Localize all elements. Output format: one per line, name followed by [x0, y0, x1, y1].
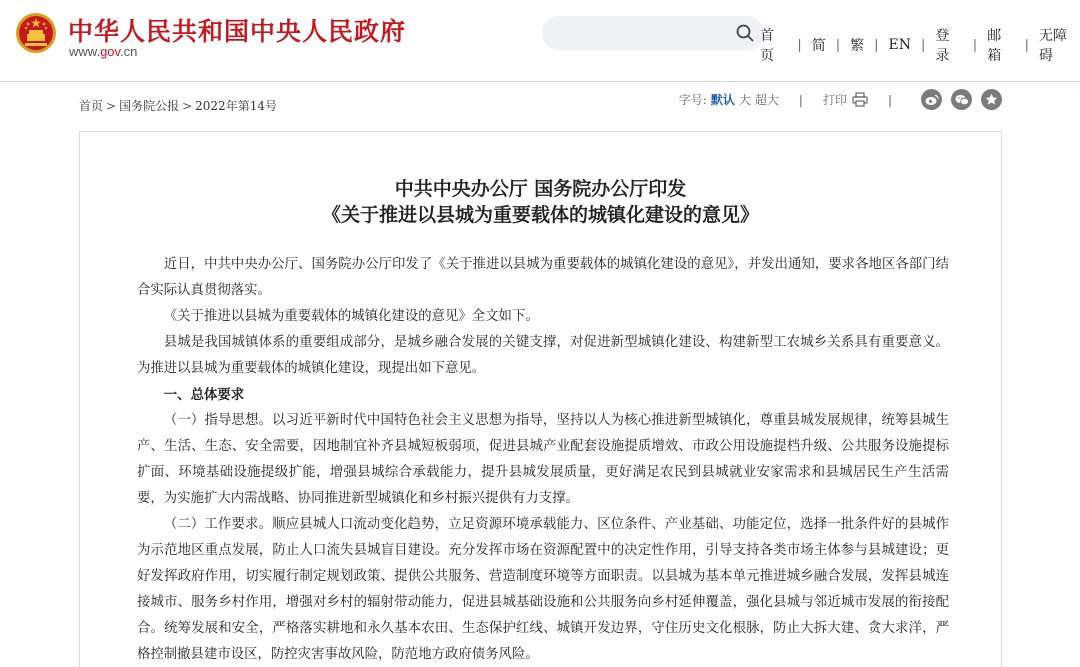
- site-url-prefix: www.: [69, 44, 101, 59]
- font-size-default[interactable]: 默认: [710, 93, 735, 107]
- site-title[interactable]: 中华人民共和国中央人民政府: [68, 17, 407, 46]
- print-label: 打印: [822, 93, 847, 107]
- nav-home[interactable]: 首页: [760, 28, 774, 64]
- article-title-line2: 《关于推进以县城为重要载体的城镇化建设的意见》: [321, 204, 759, 226]
- nav-separator: |: [921, 37, 926, 53]
- breadcrumb: [79, 97, 277, 114]
- article-paragraph: 近日，中共中央办公厅、国务院办公厅印发了《关于推进以县城为重要载体的城镇化建设的意见》，并发出通知，要求各地区各部门结合实际认真贯彻落实。: [137, 257, 949, 298]
- nav-separator: |: [972, 37, 978, 53]
- site-header: [0, 0, 1080, 82]
- nav-separator: |: [797, 37, 802, 53]
- article-tools: [679, 89, 1002, 110]
- search-input[interactable]: [542, 16, 764, 50]
- article-paragraph: 县城是我国城镇体系的重要组成部分，是城乡融合发展的关键支撑，对促进新型城镇化建设、构建新型工农城乡关系具有重要意义。为推进以县城为重要载体的城镇化建设，现提出如下意见。: [137, 335, 949, 376]
- breadcrumb-separator: >: [106, 99, 117, 113]
- section-heading: 一、总体要求: [163, 387, 245, 403]
- nav-separator: |: [1024, 37, 1029, 53]
- nav-separator: |: [874, 37, 879, 53]
- nav-traditional[interactable]: 繁: [850, 38, 865, 54]
- site-url-gov: gov: [100, 44, 121, 59]
- article-body: [137, 252, 949, 667]
- breadcrumb-home[interactable]: 首页: [79, 99, 104, 113]
- font-size-label: 字号:: [678, 93, 707, 107]
- article-title: [80, 176, 1001, 228]
- article-paragraph: （二）工作要求。顺应县城人口流动变化趋势，立足资源环境承载能力、区位条件、产业基础、功能定位，选择一批条件好的县城作为示范地区重点发展，防止人口流失县城盲目建设。充分发挥市场在资源配置中的决定性作用，引导支持各类市场主体参与县城建设；更好发挥政府作用，切实履行制定规划政策、提供公共服务、营造制度环境等方面职责。以县城为基本单元推进城乡融合发展，发挥县城连接城市、服务乡村作用，增强对乡村的辐射带动能力，促进县城基础设施和公共服务向乡村延伸覆盖，强化县城与邻近城市发展的衔接配合。统筹发展和安全，严格落实耕地和永久基本农田、生态保护红线、城镇开发边界，守住历史文化根脉，防止大拆大建、贪大求洋，严格控制撤县建市设区，防控灾害事故风险，防范地方政府债务风险。: [137, 517, 949, 662]
- article-title-line1: 中共中央办公厅 国务院办公厅印发: [394, 178, 687, 200]
- tools-separator: |: [887, 92, 892, 107]
- font-size-xlarge[interactable]: 超大: [754, 93, 779, 107]
- tools-separator: |: [798, 92, 803, 107]
- site-url-suffix: .cn: [120, 44, 138, 59]
- favorite-icon[interactable]: [981, 89, 1002, 110]
- article-paragraph: 《关于推进以县城为重要载体的城镇化建设的意见》全文如下。: [163, 309, 539, 324]
- nav-login[interactable]: 登录: [935, 28, 950, 64]
- site-url[interactable]: [69, 44, 137, 59]
- breadcrumb-bar: [79, 92, 1002, 117]
- breadcrumb-issue[interactable]: 2022年第14号: [195, 99, 277, 113]
- nav-english[interactable]: EN: [888, 37, 912, 53]
- printer-icon: [852, 92, 868, 107]
- weibo-icon[interactable]: [921, 89, 942, 110]
- nav-mail[interactable]: 邮箱: [987, 28, 1002, 64]
- article-paragraph: （一）指导思想。以习近平新时代中国特色社会主义思想为指导，坚持以人为核心推进新型城镇化，尊重县城发展规律，统筹县城生产、生活、生态、安全需要，因地制宜补齐县城短板弱项，促进县城产业配套设施提质增效、市政公用设施提档升级、公共服务设施提标扩面、环境基础设施提级扩能，增强县城综合承载能力，提升县城发展质量，更好满足农民到县城就业安家需求和县城居民生产生活需要，为实施扩大内需战略、协同推进新型城镇化和乡村振兴提供有力支撑。: [137, 413, 949, 506]
- breadcrumb-gazette[interactable]: 国务院公报: [119, 99, 180, 113]
- print-button[interactable]: [823, 91, 868, 108]
- national-emblem-icon[interactable]: [15, 12, 57, 54]
- nav-separator: |: [835, 37, 841, 53]
- font-size-large[interactable]: 大: [738, 93, 751, 107]
- top-nav: [760, 25, 1080, 65]
- wechat-icon[interactable]: [951, 89, 972, 110]
- nav-simplified[interactable]: 简: [811, 38, 826, 54]
- breadcrumb-separator: >: [182, 99, 193, 113]
- article-card: [79, 131, 1002, 667]
- nav-accessibility[interactable]: 无障碍: [1038, 28, 1067, 64]
- search-icon[interactable]: [736, 24, 754, 42]
